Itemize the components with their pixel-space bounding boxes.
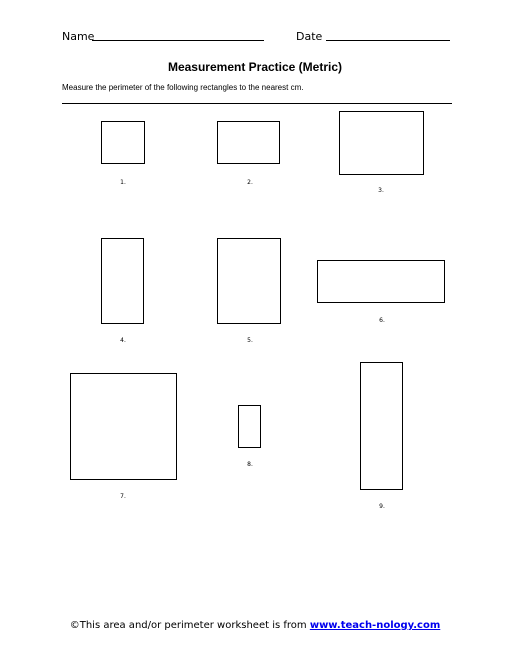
date-label: Date bbox=[296, 30, 323, 43]
rectangle-7 bbox=[70, 373, 177, 480]
footer-link[interactable]: www.teach-nology.com bbox=[309, 620, 441, 631]
footer-text: ©This area and/or perimeter worksheet is from bbox=[69, 620, 310, 631]
rectangle-2 bbox=[217, 121, 280, 164]
rectangle-number-3: 3. bbox=[378, 187, 384, 194]
rectangle-number-1: 1. bbox=[120, 179, 126, 186]
rectangle-number-4: 4. bbox=[120, 337, 126, 344]
date-blank-line bbox=[326, 40, 450, 41]
instructions-text: Measure the perimeter of the following rectangles to the nearest cm. bbox=[62, 83, 304, 92]
name-blank-line bbox=[92, 40, 264, 41]
worksheet-title: Measurement Practice (Metric) bbox=[167, 60, 343, 74]
rectangle-1 bbox=[101, 121, 145, 164]
name-label: Name bbox=[62, 30, 95, 43]
rectangle-5 bbox=[217, 238, 281, 324]
footer bbox=[0, 620, 510, 632]
horizontal-rule bbox=[62, 103, 452, 104]
rectangle-number-9: 9. bbox=[379, 503, 385, 510]
rectangle-number-8: 8. bbox=[247, 461, 253, 468]
rectangle-number-5: 5. bbox=[247, 337, 253, 344]
rectangle-6 bbox=[317, 260, 445, 303]
rectangle-4 bbox=[101, 238, 144, 324]
rectangle-number-2: 2. bbox=[247, 179, 253, 186]
rectangle-number-6: 6. bbox=[379, 317, 385, 324]
rectangle-9 bbox=[360, 362, 403, 490]
rectangle-8 bbox=[238, 405, 261, 448]
rectangle-3 bbox=[339, 111, 424, 175]
rectangle-number-7: 7. bbox=[120, 493, 126, 500]
